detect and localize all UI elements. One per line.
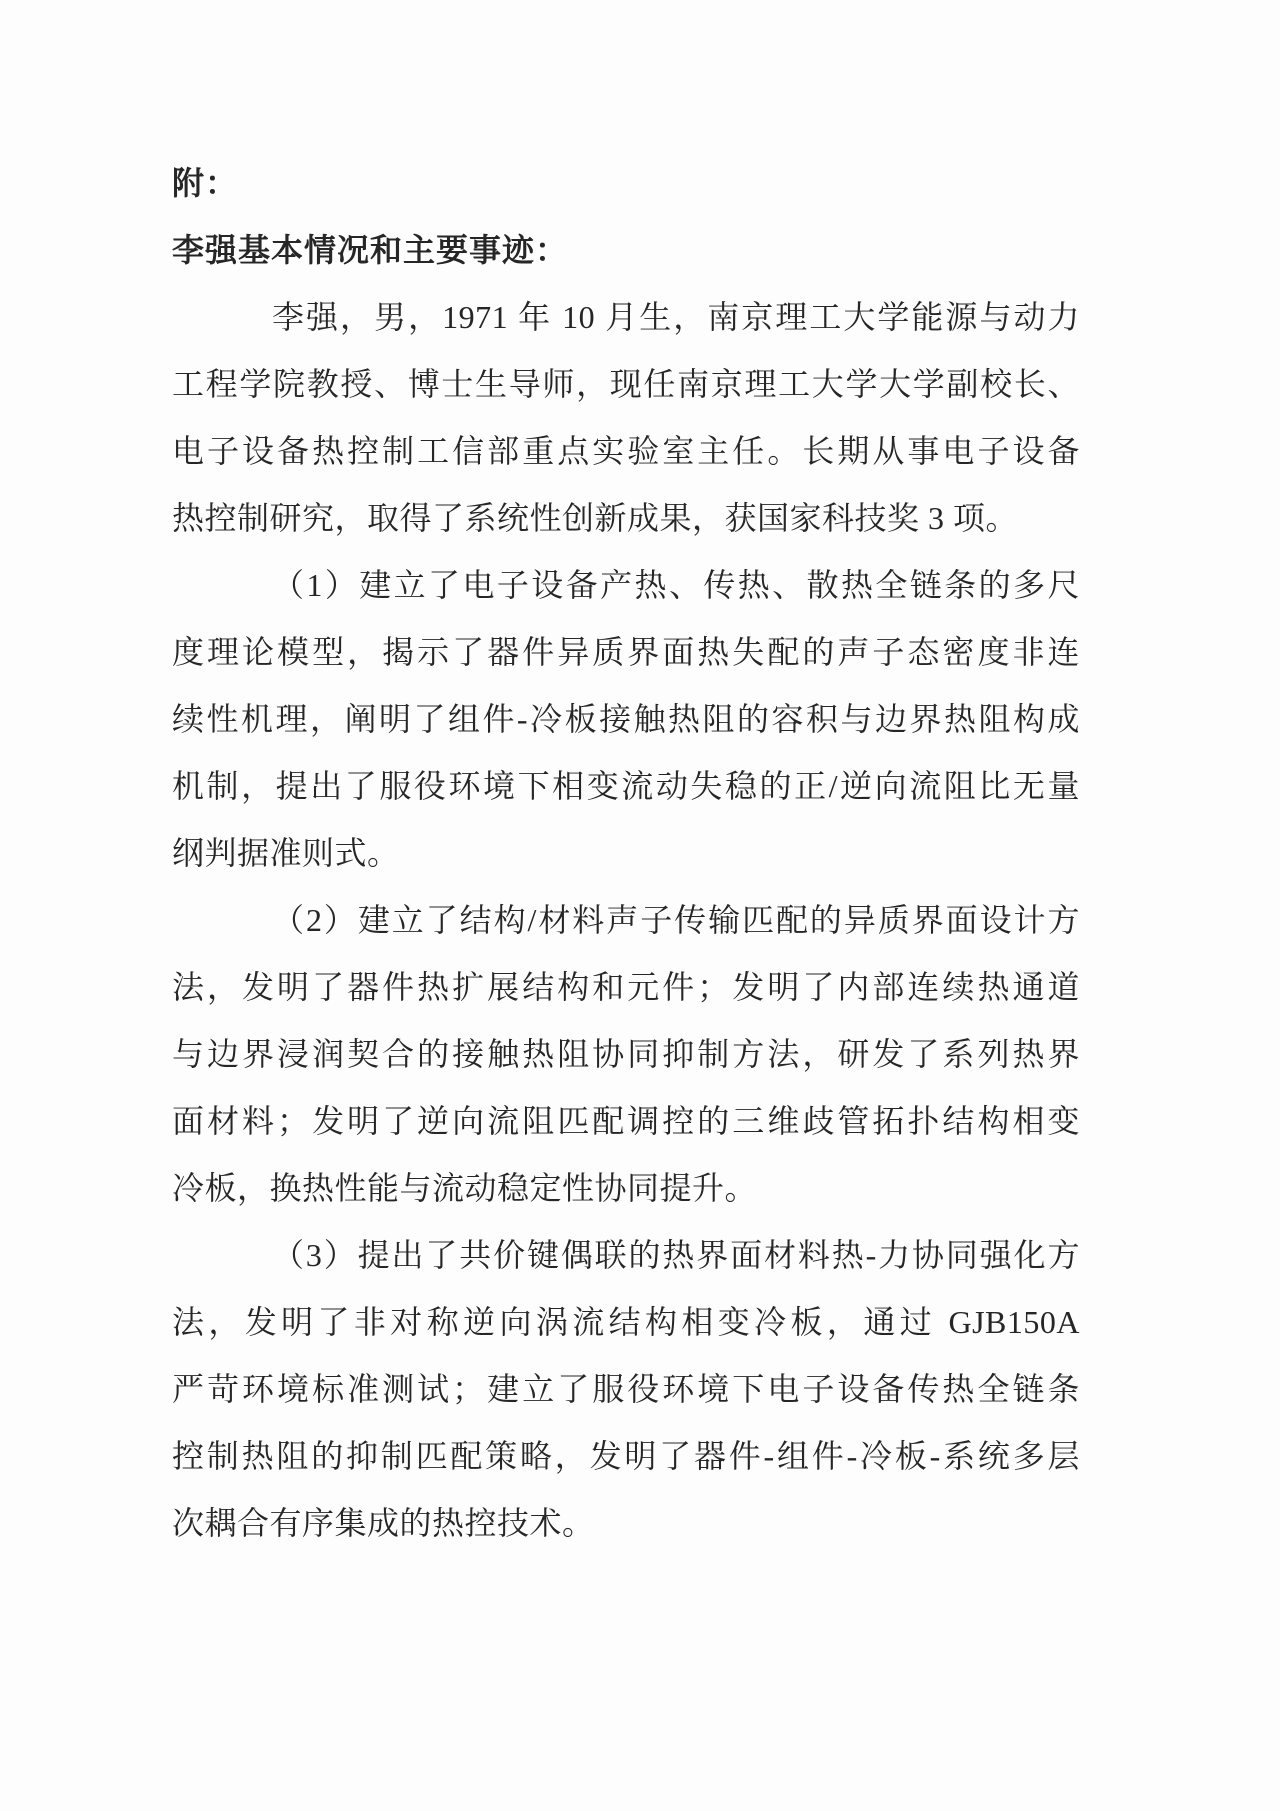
doc-line: 冷板，换热性能与流动稳定性协同提升。	[172, 1170, 758, 1206]
doc-line: 次耦合有序集成的热控技术。	[172, 1505, 595, 1541]
doc-line: 面材料；发明了逆向流阻匹配调控的三维歧管拓扑结构相变	[172, 1103, 1080, 1139]
doc-line: 度理论模型，揭示了器件异质界面热失配的声子态密度非连	[172, 634, 1080, 670]
doc-line: 纲判据准则式。	[172, 835, 400, 871]
doc-line: 工程学院教授、博士生导师，现任南京理工大学大学副校长、	[172, 366, 1080, 402]
doc-line: 与边界浸润契合的接触热阻协同抑制方法，研发了系列热界	[172, 1036, 1080, 1072]
doc-line: 控制热阻的抑制匹配策略，发明了器件-组件-冷板-系统多层	[172, 1438, 1080, 1474]
doc-line: 电子设备热控制工信部重点实验室主任。长期从事电子设备	[172, 433, 1080, 469]
doc-line: 法，发明了器件热扩展结构和元件；发明了内部连续热通道	[172, 969, 1080, 1005]
doc-line: （2）建立了结构/材料声子传输匹配的异质界面设计方	[272, 902, 1080, 938]
doc-line: 李强，男，1971 年 10 月生，南京理工大学能源与动力	[272, 299, 1080, 335]
doc-line: （3）提出了共价键偶联的热界面材料热-力协同强化方	[272, 1237, 1080, 1273]
doc-line: 续性机理，阐明了组件-冷板接触热阻的容积与边界热阻构成	[172, 701, 1080, 737]
attachment-label: 附：	[172, 165, 239, 201]
doc-line: 热控制研究，取得了系统性创新成果，获国家科技奖 3 项。	[172, 500, 1019, 536]
doc-line: 法，发明了非对称逆向涡流结构相变冷板，通过 GJB150A	[172, 1304, 1080, 1340]
doc-line: 机制，提出了服役环境下相变流动失稳的正/逆向流阻比无量	[172, 768, 1080, 804]
doc-heading: 李强基本情况和主要事迹：	[172, 232, 569, 268]
doc-line: 严苛环境标准测试；建立了服役环境下电子设备传热全链条	[172, 1371, 1080, 1407]
doc-line: （1）建立了电子设备产热、传热、散热全链条的多尺	[272, 567, 1080, 603]
